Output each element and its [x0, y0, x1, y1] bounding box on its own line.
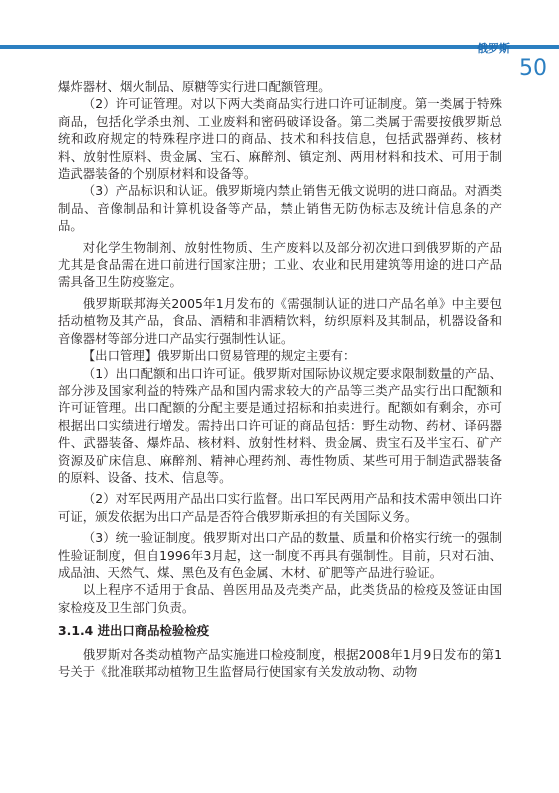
paragraph-import-quota-tail: 爆炸器材、烟火制品、原糖等实行进口配额管理。 — [58, 79, 331, 94]
running-header-country: 俄罗斯 — [477, 42, 510, 55]
paragraph-export-management-heading: 【出口管理】俄罗斯出口贸易管理的规定主要有： — [82, 348, 356, 364]
header-accent-bar — [0, 45, 559, 49]
paragraph-state-registration: 对化学生物制剂、放射性物质、生产废料以及部分初次进口到俄罗斯的产品尤其是食品需在进口前进行国家注册；工业、农业和民用建筑等用途的进口产品需具备卫生防疫鉴定。 — [58, 239, 502, 290]
paragraph-dual-use-supervision: （2）对军民两用产品出口实行监督。出口军民两用产品和技术需申领出口许可证，颁发依据为出口产品是否符合俄罗斯承担的有关国际义务。 — [58, 491, 502, 524]
paragraph-exemptions: 以上程序不适用于食品、兽医用品及壳类产品，此类货品的检疫及签证由国家检疫及卫生部门负责。 — [58, 582, 502, 615]
paragraph-mandatory-certification-list: 俄罗斯联邦海关2005年1月发布的《需强制认证的进口产品名单》中主要包括动植物及其产品，食品、酒精和非酒精饮料，纺织原料及其制品，机器设备和音像器材等部分进口产品实行强制性认证。 — [58, 295, 502, 346]
paragraph-license-management: （2）许可证管理。对以下两大类商品实行进口许可证制度。第一类属于特殊商品，包括化学杀虫剂、工业废料和密码破译设备。第二类属于需要按俄罗斯总统和政府规定的特殊程序进口的商品、技术和科技信息，包括武器弹药、核材料、放射性原料、贵金属、宝石、麻醉剂、镇定剂、两用材料和技术、可用于制造武器装备的个别原材料和设备等。 — [58, 96, 502, 182]
paragraph-export-quota-license: （1）出口配额和出口许可证。俄罗斯对国际协议规定要求限制数量的产品、部分涉及国家利益的特殊产品和国内需求较大的产品等三类产品实行出口配额和许可证管理。出口配额的分配主要是通过招标和拍卖进行。配额如有剩余，亦可根据出口实绩进行增发。需持出口许可证的商品包括：野生动物、药材、译码器件、武器装备、爆炸品、核材料、放射性材料、贵金属、贵宝石及半宝石、矿产资源及矿床信息、麻醉剂、精神心理药剂、毒性物质、某些可用于制造武器装备的原料、设备、技术、信息等。 — [58, 365, 502, 485]
paragraph-quarantine-intro: 俄罗斯对各类动植物产品实施进口检疫制度，根据2008年1月9日发布的第1号关于《批准联邦动植物卫生监督局行使国家有关发放动物、动物 — [58, 646, 502, 679]
page-number: 50 — [519, 56, 547, 81]
body-text — [58, 78, 502, 680]
section-heading-3-1-4: 3.1.4 进出口商品检验检疫 — [58, 623, 210, 639]
paragraph-unified-verification: （3）统一验证制度。俄罗斯对出口产品的数量、质量和价格实行统一的强制性验证制度，但自1996年3月起，这一制度不再具有强制性。目前，只对石油、成品油、天然气、煤、黑色及有色金属、木材、矿肥等产品进行验证。 — [58, 530, 502, 580]
paragraph-labeling-certification: （3）产品标识和认证。俄罗斯境内禁止销售无俄文说明的进口商品。对酒类制品、音像制品和计算机设备等产品，禁止销售无防伪标志及统计信息条的产品。 — [58, 183, 502, 234]
